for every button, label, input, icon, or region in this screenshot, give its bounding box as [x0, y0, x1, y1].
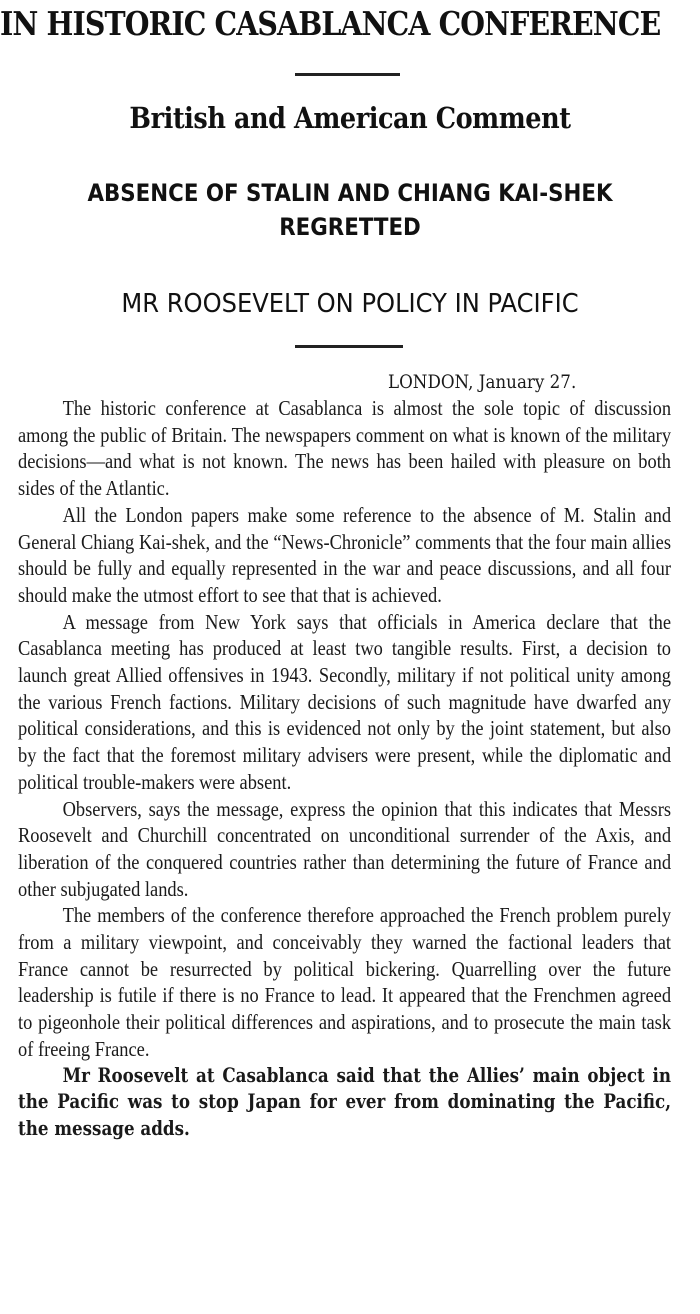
paragraph: Observers, says the message, express the opinion that this indicates that Messrs Roosevelt and Churchill concentrated on unconditional surrender of the Axis, and liberation of the conquered countries rather than determining the future of France and other subjugated lands. [18, 796, 672, 901]
paragraph: The members of the conference therefore approached the French problem purely from a military viewpoint, and conceivably they warned the factional leaders that France cannot be resurrected by political bickering. Quarrelling over the future leadership is futile if there is no France to lead. It appeared that the Frenchmen agreed to pigeonhole their political differences and aspirations, and to prosecute the main task of freeing France. [18, 903, 672, 1061]
divider-rule [295, 345, 403, 348]
divider-rule [295, 73, 400, 76]
paragraph-final: Mr Roosevelt at Casablanca said that the Allies’ main object in the Pacific was to stop Japan for ever from dominating the Pacific, the message adds. [18, 1063, 672, 1140]
paragraph: All the London papers make some reference to the absence of M. Stalin and General Chiang Kai-shek, and the “News-Chronicle” comments that the four main allies should be fully and equally represented in the war and peace discussions, and all four should make the utmost effort to see that that is achieved. [18, 502, 672, 607]
deck-heading [39, 176, 662, 244]
headline: IN HISTORIC CASABLANCA CONFERENCE [0, 4, 661, 43]
section-heading: MR ROOSEVELT ON POLICY IN PACIFIC [121, 289, 579, 319]
deck-line-1: ABSENCE OF STALIN AND CHIANG KAI-SHEK [87, 179, 613, 207]
dateline: LONDON, January 27. [388, 371, 577, 393]
paragraph: The historic conference at Casablanca is almost the sole topic of discussion among the public of Britain. The newspapers comment on what is known of the military decisions—and what is not known. The news has been hailed with pleasure on both sides of the Atlantic. [18, 396, 672, 501]
paragraph: A message from New York says that officials in America declare that the Casablanca meeting has produced at least two tangible results. First, a decision to launch great Allied offensives in 1943. Secondly, military if not political unity among the various French factions. Military decisions of such magnitude have dwarfed any political considerations, and this is evidenced not only by the joint statement, but also by the fact that the foremost military advisers were present, while the diplomatic and political trouble-makers were absent. [18, 609, 672, 794]
deck-line-2: REGRETTED [279, 213, 421, 241]
article-body [18, 395, 671, 1143]
subheading: British and American Comment [129, 101, 571, 135]
